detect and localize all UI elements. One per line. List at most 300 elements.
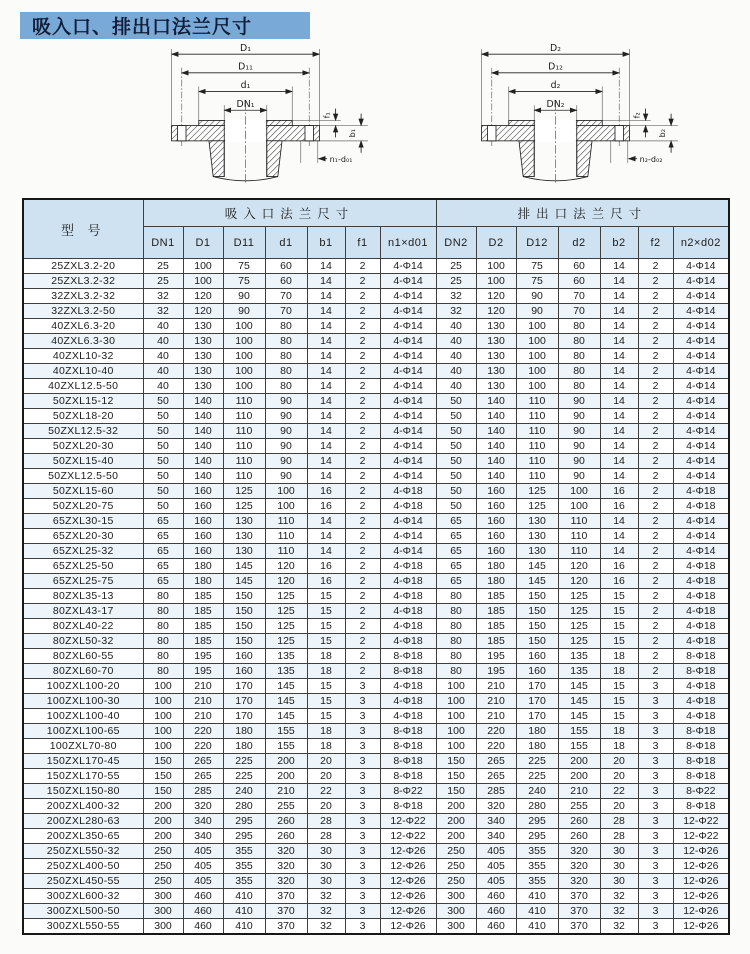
dim-cell: 250 (143, 859, 183, 874)
dim-cell: 2 (345, 364, 380, 379)
dim-cell: 120 (476, 289, 516, 304)
dim-cell: 30 (600, 874, 638, 889)
dim-cell: 2 (345, 589, 380, 604)
dim-cell: 150 (223, 619, 265, 634)
dim-cell: 170 (223, 709, 265, 724)
dim-cell: 4-Φ14 (380, 319, 436, 334)
dim-cell: 265 (476, 754, 516, 769)
col-d1-small: d1 (265, 227, 307, 259)
dim-cell: 30 (307, 859, 345, 874)
dim-cell: 410 (516, 889, 558, 904)
dim-cell: 100 (516, 334, 558, 349)
table-row (23, 634, 729, 649)
dim-label-d-bore: DN₂ (546, 98, 565, 110)
dim-cell: 140 (476, 469, 516, 484)
model-cell: 40ZXL6.3-30 (23, 334, 143, 349)
dim-cell: 355 (516, 859, 558, 874)
dim-cell: 65 (143, 529, 183, 544)
table-row (23, 514, 729, 529)
dim-cell: 65 (436, 529, 476, 544)
dim-cell: 140 (183, 394, 223, 409)
dim-cell: 40 (143, 379, 183, 394)
dim-cell: 145 (516, 559, 558, 574)
dim-cell: 40 (436, 364, 476, 379)
model-cell: 50ZXL12.5-32 (23, 424, 143, 439)
dim-cell: 110 (265, 514, 307, 529)
dim-cell: 4-Φ18 (673, 574, 729, 589)
dim-cell: 75 (516, 274, 558, 289)
dim-cell: 20 (600, 799, 638, 814)
table-row (23, 319, 729, 334)
dim-cell: 3 (638, 859, 673, 874)
dim-cell: 295 (516, 814, 558, 829)
dim-cell: 8-Φ18 (380, 769, 436, 784)
dim-cell: 295 (223, 814, 265, 829)
dim-cell: 260 (265, 829, 307, 844)
dim-cell: 80 (436, 619, 476, 634)
dim-cell: 300 (436, 919, 476, 935)
dim-cell: 320 (558, 874, 600, 889)
dim-cell: 16 (307, 484, 345, 499)
dim-cell: 100 (143, 679, 183, 694)
dim-cell: 2 (345, 619, 380, 634)
dim-cell: 18 (307, 649, 345, 664)
dim-cell: 65 (143, 514, 183, 529)
dim-cell: 12-Φ22 (380, 829, 436, 844)
dim-cell: 14 (307, 259, 345, 274)
dim-cell: 4-Φ18 (673, 559, 729, 574)
dim-cell: 4-Φ18 (673, 499, 729, 514)
dim-cell: 16 (600, 499, 638, 514)
dim-cell: 4-Φ14 (380, 289, 436, 304)
dim-cell: 4-Φ14 (380, 349, 436, 364)
dim-cell: 3 (638, 784, 673, 799)
table-row (23, 769, 729, 784)
dim-cell: 2 (345, 334, 380, 349)
dim-cell: 2 (345, 424, 380, 439)
col-d1: D1 (183, 227, 223, 259)
dim-cell: 160 (183, 529, 223, 544)
dim-cell: 110 (516, 454, 558, 469)
dim-cell: 22 (600, 784, 638, 799)
dim-cell: 460 (183, 889, 223, 904)
dim-cell: 100 (143, 694, 183, 709)
dim-cell: 90 (558, 454, 600, 469)
model-cell: 80ZXL43-17 (23, 604, 143, 619)
dim-cell: 100 (436, 679, 476, 694)
dim-cell: 2 (638, 664, 673, 679)
dim-cell: 4-Φ14 (380, 409, 436, 424)
dim-cell: 65 (436, 574, 476, 589)
dim-cell: 4-Φ14 (380, 424, 436, 439)
dim-cell: 70 (265, 304, 307, 319)
dim-cell: 8-Φ18 (673, 724, 729, 739)
dim-cell: 140 (476, 409, 516, 424)
dim-cell: 14 (307, 319, 345, 334)
model-cell: 100ZXL100-20 (23, 679, 143, 694)
table-row (23, 289, 729, 304)
model-cell: 200ZXL280-63 (23, 814, 143, 829)
dim-cell: 200 (143, 829, 183, 844)
dim-cell: 32 (436, 289, 476, 304)
dim-cell: 4-Φ18 (380, 559, 436, 574)
dim-cell: 110 (223, 394, 265, 409)
dim-cell: 370 (265, 889, 307, 904)
dim-cell: 220 (476, 724, 516, 739)
dim-cell: 32 (600, 889, 638, 904)
dim-cell: 125 (265, 619, 307, 634)
dim-cell: 185 (476, 604, 516, 619)
dim-cell: 28 (600, 814, 638, 829)
dim-cell: 120 (558, 574, 600, 589)
dim-label-b: b₁ (348, 129, 358, 138)
dim-cell: 320 (265, 859, 307, 874)
dim-cell: 200 (265, 769, 307, 784)
dim-cell: 60 (558, 274, 600, 289)
col-f2: f2 (638, 227, 673, 259)
model-cell: 32ZXL3.2-50 (23, 304, 143, 319)
dim-cell: 110 (558, 544, 600, 559)
table-row (23, 379, 729, 394)
table-row (23, 334, 729, 349)
dim-cell: 320 (265, 844, 307, 859)
dim-cell: 2 (345, 514, 380, 529)
dim-cell: 125 (223, 484, 265, 499)
dim-cell: 14 (307, 274, 345, 289)
dim-cell: 160 (476, 544, 516, 559)
dim-cell: 16 (307, 499, 345, 514)
dim-cell: 40 (436, 334, 476, 349)
model-cell: 40ZXL12.5-50 (23, 379, 143, 394)
dim-cell: 130 (476, 349, 516, 364)
dim-cell: 210 (476, 679, 516, 694)
dim-cell: 100 (516, 364, 558, 379)
dim-cell: 4-Φ14 (380, 274, 436, 289)
dim-cell: 405 (476, 874, 516, 889)
dim-cell: 150 (436, 784, 476, 799)
dim-cell: 185 (476, 619, 516, 634)
dim-cell: 460 (476, 889, 516, 904)
dim-cell: 14 (600, 469, 638, 484)
col-n1xd01: n1×d01 (380, 227, 436, 259)
dim-cell: 125 (265, 589, 307, 604)
dim-cell: 130 (223, 529, 265, 544)
dim-cell: 4-Φ14 (380, 469, 436, 484)
dim-cell: 265 (183, 769, 223, 784)
dim-cell: 4-Φ18 (673, 484, 729, 499)
dim-cell: 250 (436, 859, 476, 874)
dim-cell: 2 (638, 379, 673, 394)
dim-cell: 460 (183, 904, 223, 919)
dim-cell: 12-Φ22 (673, 829, 729, 844)
dim-cell: 75 (223, 274, 265, 289)
dim-cell: 355 (223, 859, 265, 874)
dim-cell: 12-Φ26 (380, 859, 436, 874)
page-title: 吸入口、排出口法兰尺寸 (32, 16, 253, 38)
inlet-flange-diagram (118, 42, 390, 187)
dim-cell: 30 (307, 844, 345, 859)
dim-cell: 125 (516, 499, 558, 514)
dim-cell: 14 (600, 319, 638, 334)
dim-cell: 130 (183, 319, 223, 334)
flange-dimension-table-wrap (22, 198, 730, 935)
model-cell: 50ZXL15-40 (23, 454, 143, 469)
dim-cell: 3 (345, 739, 380, 754)
dim-cell: 180 (223, 739, 265, 754)
table-row (23, 859, 729, 874)
dim-cell: 220 (183, 739, 223, 754)
dim-cell: 130 (183, 364, 223, 379)
dim-cell: 40 (143, 364, 183, 379)
dim-cell: 140 (476, 394, 516, 409)
dim-cell: 12-Φ22 (673, 814, 729, 829)
dim-cell: 4-Φ14 (673, 544, 729, 559)
model-cell: 50ZXL15-12 (23, 394, 143, 409)
dim-cell: 90 (223, 304, 265, 319)
dim-cell: 50 (436, 409, 476, 424)
dim-cell: 4-Φ18 (380, 574, 436, 589)
dim-cell: 2 (345, 394, 380, 409)
model-cell: 40ZXL10-32 (23, 349, 143, 364)
dim-cell: 90 (516, 289, 558, 304)
dim-cell: 140 (476, 439, 516, 454)
dim-cell: 3 (638, 694, 673, 709)
dim-cell: 4-Φ14 (380, 304, 436, 319)
dim-cell: 8-Φ18 (673, 799, 729, 814)
table-row (23, 694, 729, 709)
dim-cell: 130 (516, 544, 558, 559)
dim-cell: 110 (558, 529, 600, 544)
dim-cell: 4-Φ18 (380, 694, 436, 709)
dim-cell: 4-Φ14 (380, 379, 436, 394)
table-row (23, 754, 729, 769)
model-cell: 300ZXL550-55 (23, 919, 143, 935)
dim-cell: 185 (476, 634, 516, 649)
dim-cell: 250 (143, 844, 183, 859)
dim-cell: 135 (265, 664, 307, 679)
dim-cell: 90 (265, 424, 307, 439)
dim-cell: 2 (345, 664, 380, 679)
model-cell: 80ZXL35-13 (23, 589, 143, 604)
dim-cell: 14 (600, 454, 638, 469)
dim-cell: 2 (638, 394, 673, 409)
dim-cell: 130 (476, 364, 516, 379)
dim-cell: 50 (436, 439, 476, 454)
dim-cell: 15 (307, 604, 345, 619)
dim-cell: 3 (345, 679, 380, 694)
table-row (23, 439, 729, 454)
dim-cell: 32 (307, 889, 345, 904)
dim-cell: 405 (183, 874, 223, 889)
dim-cell: 12-Φ26 (673, 904, 729, 919)
dim-cell: 15 (307, 709, 345, 724)
dim-cell: 2 (638, 529, 673, 544)
dim-cell: 2 (345, 274, 380, 289)
dim-cell: 25 (436, 259, 476, 274)
dim-cell: 40 (436, 379, 476, 394)
dim-cell: 370 (265, 904, 307, 919)
dim-cell: 15 (307, 694, 345, 709)
dim-cell: 240 (516, 784, 558, 799)
dim-cell: 2 (638, 574, 673, 589)
dim-label-d-face: d₂ (550, 80, 561, 92)
dim-cell: 2 (638, 559, 673, 574)
dim-cell: 3 (345, 724, 380, 739)
dim-cell: 14 (307, 439, 345, 454)
dim-cell: 4-Φ18 (380, 709, 436, 724)
dim-cell: 100 (223, 349, 265, 364)
dim-cell: 2 (345, 469, 380, 484)
dim-cell: 4-Φ14 (673, 454, 729, 469)
dim-cell: 80 (143, 604, 183, 619)
dim-cell: 100 (516, 379, 558, 394)
dim-cell: 100 (223, 364, 265, 379)
dim-cell: 3 (638, 844, 673, 859)
dim-cell: 320 (558, 859, 600, 874)
dim-cell: 25 (143, 274, 183, 289)
dim-cell: 2 (345, 484, 380, 499)
dim-cell: 65 (143, 544, 183, 559)
dim-cell: 405 (476, 844, 516, 859)
dim-cell: 90 (558, 394, 600, 409)
dim-cell: 250 (143, 874, 183, 889)
dim-cell: 355 (516, 844, 558, 859)
dim-cell: 80 (558, 349, 600, 364)
dim-cell: 100 (223, 334, 265, 349)
dim-cell: 15 (307, 634, 345, 649)
model-cell: 65ZXL25-32 (23, 544, 143, 559)
dim-cell: 50 (143, 484, 183, 499)
dim-cell: 2 (638, 619, 673, 634)
dim-cell: 100 (143, 724, 183, 739)
dim-cell: 185 (476, 589, 516, 604)
dim-cell: 370 (558, 919, 600, 935)
dim-label-holes: n₂-d₀₂ (639, 155, 663, 165)
dim-cell: 125 (265, 634, 307, 649)
dim-cell: 8-Φ18 (380, 724, 436, 739)
model-cell: 50ZXL20-30 (23, 439, 143, 454)
dim-cell: 145 (516, 574, 558, 589)
dim-cell: 135 (265, 649, 307, 664)
dim-cell: 90 (265, 409, 307, 424)
dim-cell: 14 (600, 514, 638, 529)
dim-cell: 130 (183, 349, 223, 364)
title-bar (20, 12, 310, 39)
dim-cell: 2 (638, 274, 673, 289)
dim-cell: 405 (476, 859, 516, 874)
dim-cell: 125 (516, 484, 558, 499)
col-d12: D12 (516, 227, 558, 259)
dim-cell: 4-Φ18 (673, 589, 729, 604)
dim-cell: 65 (436, 559, 476, 574)
dim-cell: 40 (143, 319, 183, 334)
inlet-group-header: 吸入口法兰尺寸 (143, 199, 436, 227)
model-cell: 40ZXL6.3-20 (23, 319, 143, 334)
dim-cell: 320 (183, 799, 223, 814)
table-row (23, 709, 729, 724)
dim-cell: 15 (600, 709, 638, 724)
dim-cell: 4-Φ14 (673, 364, 729, 379)
dim-cell: 100 (265, 484, 307, 499)
dim-cell: 340 (183, 814, 223, 829)
model-cell: 65ZXL25-50 (23, 559, 143, 574)
dim-cell: 185 (183, 589, 223, 604)
dim-cell: 3 (345, 769, 380, 784)
dim-cell: 100 (265, 499, 307, 514)
dim-cell: 14 (307, 424, 345, 439)
dim-cell: 15 (307, 589, 345, 604)
dim-cell: 155 (265, 739, 307, 754)
dim-cell: 200 (143, 814, 183, 829)
dim-cell: 2 (638, 634, 673, 649)
model-cell: 50ZXL18-20 (23, 409, 143, 424)
dim-cell: 100 (223, 379, 265, 394)
table-row (23, 424, 729, 439)
dim-cell: 285 (183, 784, 223, 799)
col-d2-small: d2 (558, 227, 600, 259)
dim-label-f: f₂ (632, 112, 642, 119)
dim-cell: 2 (638, 289, 673, 304)
dim-cell: 100 (436, 724, 476, 739)
dim-cell: 15 (307, 679, 345, 694)
dim-cell: 265 (183, 754, 223, 769)
dim-cell: 110 (516, 469, 558, 484)
model-cell: 100ZXL100-65 (23, 724, 143, 739)
dim-cell: 200 (265, 754, 307, 769)
dim-cell: 16 (600, 484, 638, 499)
dim-cell: 150 (516, 634, 558, 649)
dim-cell: 14 (307, 454, 345, 469)
dim-cell: 4-Φ18 (380, 634, 436, 649)
dim-cell: 125 (558, 619, 600, 634)
dim-cell: 3 (638, 679, 673, 694)
dim-cell: 8-Φ22 (380, 784, 436, 799)
dim-cell: 180 (516, 724, 558, 739)
col-f1: f1 (345, 227, 380, 259)
dim-cell: 195 (183, 649, 223, 664)
dim-cell: 90 (516, 304, 558, 319)
dim-cell: 130 (476, 334, 516, 349)
dim-cell: 120 (476, 304, 516, 319)
dim-label-d-face: d₁ (240, 80, 251, 92)
dim-cell: 150 (143, 769, 183, 784)
dim-cell: 80 (265, 334, 307, 349)
dim-cell: 20 (600, 769, 638, 784)
dim-cell: 80 (265, 349, 307, 364)
model-cell: 250ZXL400-50 (23, 859, 143, 874)
dim-cell: 295 (516, 829, 558, 844)
dim-cell: 90 (265, 454, 307, 469)
flange-table-body (23, 259, 729, 935)
model-cell: 32ZXL3.2-32 (23, 289, 143, 304)
dim-cell: 195 (476, 664, 516, 679)
dim-cell: 2 (345, 454, 380, 469)
model-cell: 50ZXL12.5-50 (23, 469, 143, 484)
dim-label-d-outer: D₁ (240, 42, 251, 54)
dim-cell: 40 (436, 319, 476, 334)
dim-cell: 60 (265, 259, 307, 274)
table-row (23, 529, 729, 544)
dim-cell: 2 (345, 349, 380, 364)
dim-label-f: f₁ (322, 112, 332, 119)
model-cell: 100ZXL70-80 (23, 739, 143, 754)
dim-cell: 2 (638, 544, 673, 559)
dim-cell: 110 (223, 409, 265, 424)
dim-cell: 125 (223, 499, 265, 514)
dim-cell: 260 (265, 814, 307, 829)
dim-cell: 4-Φ14 (380, 364, 436, 379)
dim-cell: 100 (223, 319, 265, 334)
